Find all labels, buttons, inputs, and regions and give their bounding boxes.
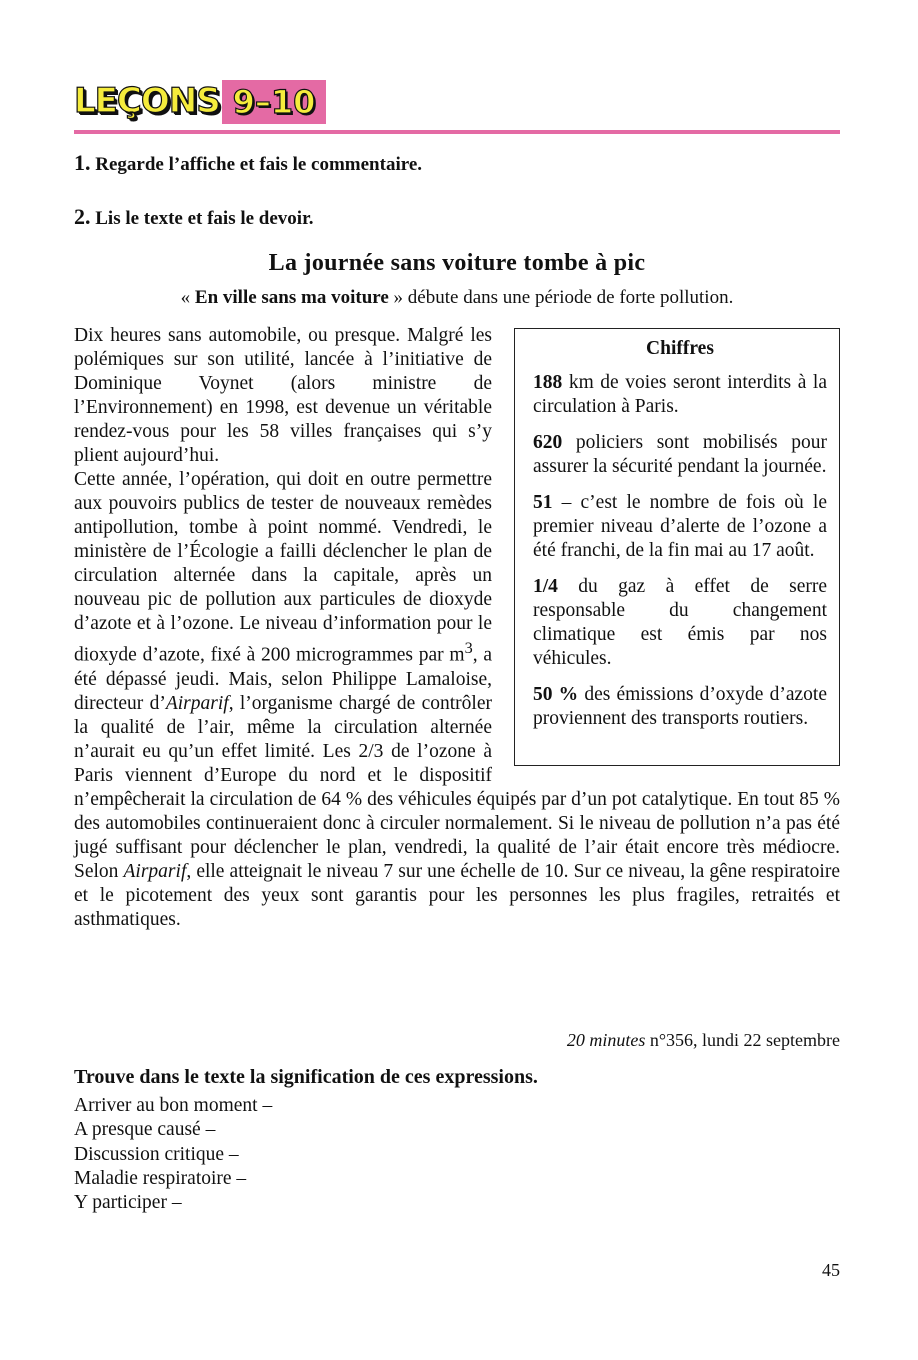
fact-text: – c’est le nombre de fois où le premier niveau d’alerte de l’ozone a été franchi, de la fin mai au 17 août. xyxy=(533,492,827,561)
exercise-title: Trouve dans le texte la signification de ces expressions. xyxy=(74,1066,538,1088)
article-source xyxy=(74,1030,840,1051)
superscript: 3 xyxy=(464,639,473,657)
expression-item: Maladie respiratoire – xyxy=(74,1167,247,1189)
fact-value: 188 xyxy=(533,372,563,393)
fact-item xyxy=(533,683,827,731)
lesson-header xyxy=(74,78,840,136)
fact-text: du gaz à effet de serre responsable du changement climatique est émis par nos véhicules. xyxy=(533,576,827,669)
article-body xyxy=(74,324,840,932)
fact-text: policiers sont mobilisés pour assurer la sécurité pendant la journée. xyxy=(533,432,827,477)
lessons-number: 9–10 xyxy=(222,80,326,124)
fact-text: km de voies seront interdits à la circulation à Paris. xyxy=(533,372,827,417)
task-2 xyxy=(74,204,314,230)
task-text: Regarde l’affiche et fais le commentaire. xyxy=(95,154,422,175)
fact-item xyxy=(533,431,827,479)
header-divider xyxy=(74,130,840,134)
paragraph-text: Cette année, l’opération, qui doit en outre permettre aux pouvoirs publics de tester de nouveaux remèdes antipollution, tombe à point nommé. Vendredi, le ministère de l’Écologie a failli déclencher le plan de circulation alternée dans la capitale, après un nouveau pic de pollution aux particules de dioxyde d’azote et à l’ozone. Le niveau d’information pour le dioxyde d’azote, fixé à 200 microgrammes par m xyxy=(74,469,492,666)
facts-title: Chiffres xyxy=(646,338,714,359)
fact-item xyxy=(533,575,827,671)
task-text: Lis le texte et fais le devoir. xyxy=(95,208,314,229)
expression-item: Discussion critique – xyxy=(74,1143,239,1165)
fact-value: 50 % xyxy=(533,684,579,705)
subtitle-quote: « xyxy=(180,287,195,308)
expression-item: Arriver au bon moment – xyxy=(74,1095,273,1116)
expressions-list xyxy=(74,1094,272,1215)
expression-item: A presque causé – xyxy=(74,1119,216,1141)
paragraph-text: , l’organisme chargé de contrôler la qualité de l’air, même la circulation alternée n’aurait eu qu’un effet limité. Les 2/3 de l’ozone à Paris viennent d’Europe du nord et le dispositif n’empêcherait la circulation de 64 % des véhicules équipés par d’un pot catalytique. En tout 85 % des automobiles continueraient donc à circuler normalement. Si le niveau de pollution n’a pas été jugé suffisant pour déclencher le plan, vendredi, la qualité de l’air était encore très médiocre. Selon xyxy=(74,692,840,882)
article-title: La journée sans voiture tombe à pic xyxy=(268,250,646,276)
fact-value: 1/4 xyxy=(533,576,558,597)
paragraph-text: , elle atteignait le niveau 7 sur une échelle de 10. Sur ce niveau, la gêne respiratoire et le picotement des yeux sont garantis pour les personnes les plus fragiles, retraités et asthmatiques. xyxy=(74,860,840,930)
expression-item: Y participer – xyxy=(74,1192,182,1214)
article-paragraph-1: Dix heures sans automobile, ou presque. Malgré les polémiques sur son utilité, lancée à l’initiative de Dominique Voynet (alors ministre de l’Environnement) en 1998, est devenue un véritable rendez-vous pour les 58 villes françaises qui s’y plient aujourd’hui. xyxy=(74,325,492,466)
task-1 xyxy=(74,150,422,176)
organisation-name: Airparif xyxy=(165,692,229,714)
task-number: 2. xyxy=(74,204,91,229)
subtitle-rest: » débute dans une période de forte pollution. xyxy=(388,287,734,308)
fact-value: 51 xyxy=(533,492,553,513)
facts-box xyxy=(514,328,840,766)
subtitle-campaign-name: En ville sans ma voiture xyxy=(194,287,389,308)
fact-item xyxy=(533,371,827,419)
organisation-name: Airparif xyxy=(123,860,187,882)
fact-value: 620 xyxy=(533,432,563,453)
source-details: n°356, lundi 22 septembre xyxy=(645,1030,840,1050)
task-number: 1. xyxy=(74,150,91,175)
page-number: 45 xyxy=(822,1260,840,1280)
source-publication: 20 minutes xyxy=(566,1030,646,1050)
article-subtitle xyxy=(74,287,840,309)
paragraph-text: , a été dépassé jeudi. Mais, selon Philippe Lamaloise, directeur d’ xyxy=(74,644,493,714)
fact-text: des émissions d’oxyde d’azote proviennent des transports routiers. xyxy=(533,684,828,729)
lessons-label: LEÇONS xyxy=(74,81,220,121)
fact-item xyxy=(533,491,827,563)
